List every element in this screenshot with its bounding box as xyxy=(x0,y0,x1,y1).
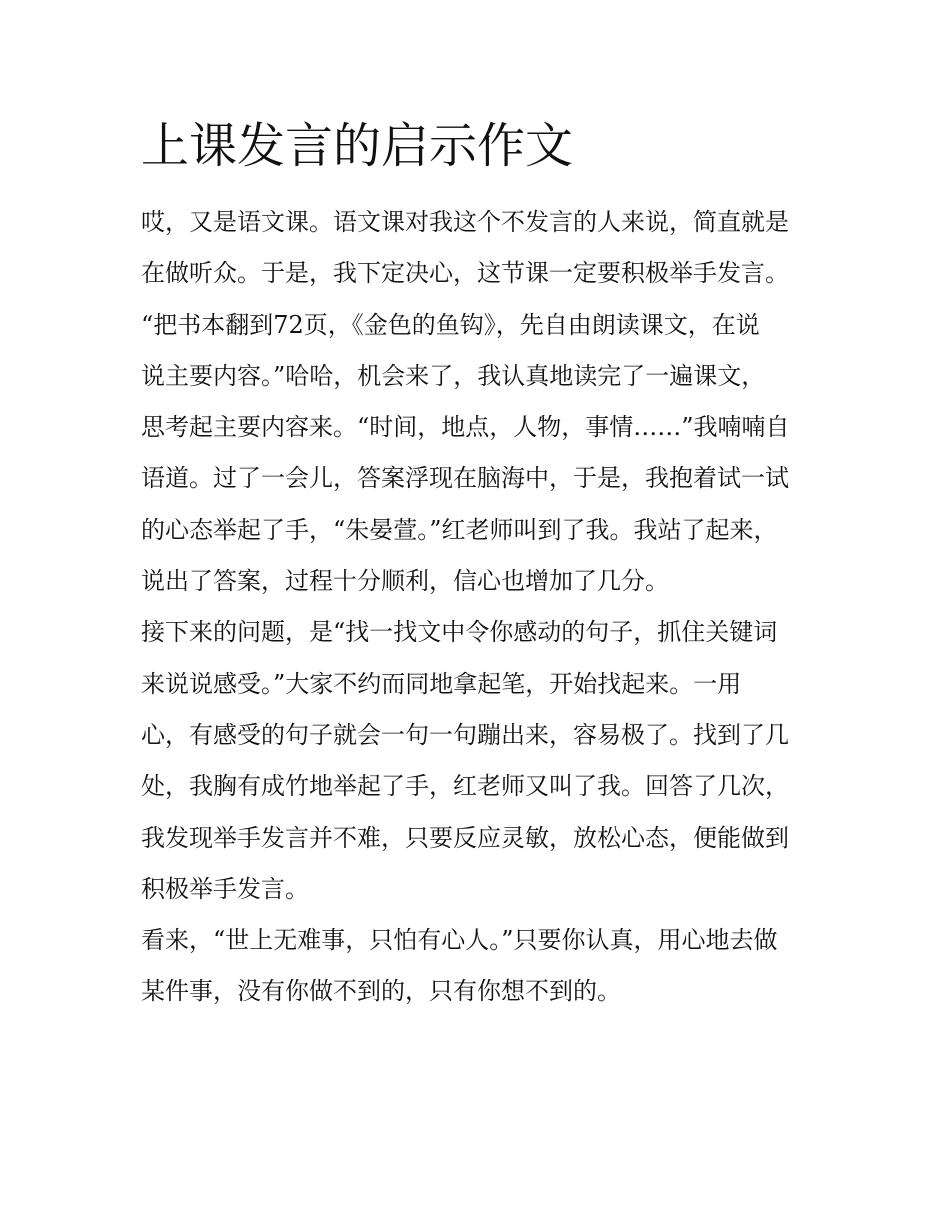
body-line: 说主要内容。”哈哈，机会来了，我认真地读完了一遍课文， xyxy=(141,361,766,390)
body-line: 接下来的问题，是“找一找文中令你感动的句子，抓住关键词 xyxy=(141,618,778,647)
body-line: 思考起主要内容来。“时间，地点，人物，事情……”我喃喃自 xyxy=(141,413,790,442)
body-line: 我发现举手发言并不难，只要反应灵敏，放松心态，便能做到 xyxy=(141,823,789,852)
body-line: 某件事，没有你做不到的，只有你想不到的。 xyxy=(141,977,621,1006)
body-line: 在做听众。于是，我下定决心，这节课一定要积极举手发言。 xyxy=(141,259,789,288)
body-line: 的心态举起了手，“朱晏萱。”红老师叫到了我。我站了起来， xyxy=(141,515,778,544)
body-line: 语道。过了一会儿，答案浮现在脑海中，于是，我抱着试一试 xyxy=(141,464,789,493)
document-title: 上课发言的启示作文 xyxy=(141,118,574,174)
body-line: 说出了答案，过程十分顺利，信心也增加了几分。 xyxy=(141,567,669,596)
body-line: 哎，又是语文课。语文课对我这个不发言的人来说，简直就是 xyxy=(141,208,789,236)
body-line: 处，我胸有成竹地举起了手，红老师又叫了我。回答了几次， xyxy=(141,772,789,801)
body-line: 积极举手发言。 xyxy=(141,874,309,903)
body-line: “把书本翻到72页，《金色的鱼钩》，先自由朗读课文，在说 xyxy=(141,310,760,339)
document-body xyxy=(141,197,821,1018)
body-line: 看来，“世上无难事，只怕有心人。”只要你认真，用心地去做 xyxy=(141,926,778,955)
body-line: 来说说感受。”大家不约而同地拿起笔，开始找起来。一用 xyxy=(141,669,742,698)
body-line: 心，有感受的句子就会一句一句蹦出来，容易极了。找到了几 xyxy=(141,720,789,749)
